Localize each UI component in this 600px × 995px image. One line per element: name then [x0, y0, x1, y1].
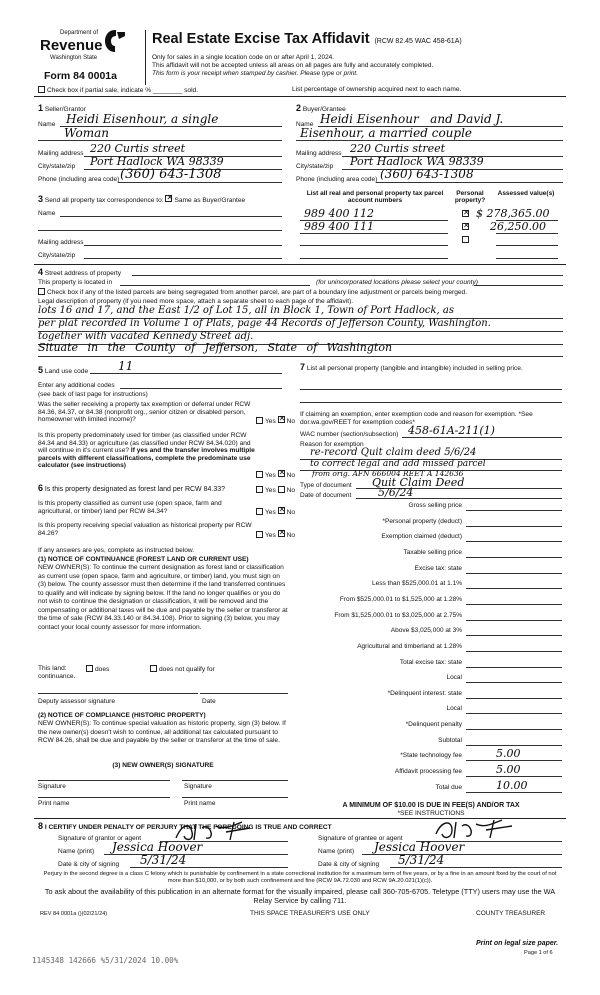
fee-label: *Delinquent interest: state [387, 689, 462, 697]
forest-question: 6 Is this property designated as forest land per RCW 84.33? [38, 483, 226, 493]
does-not-checkbox[interactable]: does not qualify for [150, 665, 215, 673]
fee-value[interactable]: 5.00 [496, 747, 521, 761]
timber-question: Is this property predominately used for timber (as classified under RCW 84.34 and 84.33) or agriculture (as classified under RCW 84.34.020) and will continue in it's current use? If yes and the transfer involves multiple parcels with different classifications, complete the predominate use calculator (see instructions) [38, 432, 255, 470]
header-note3: This form is your receipt when stamped by cashier. Please type or print. [152, 70, 359, 77]
seller-name-line1[interactable]: Heidi Eisenhour, a single [66, 112, 219, 126]
fee-label: Gross selling price [408, 502, 462, 509]
fee-label: *State technology fee [400, 752, 462, 760]
segregated-checkbox[interactable]: Check box if any of the listed parcels are being segregated from another parcel, are part of a boundary line adjustment or parcels being merged. [38, 288, 467, 296]
ownership-note: List percentage of ownership acquired next to each name. [292, 86, 462, 93]
fee-value[interactable]: 5.00 [496, 763, 521, 777]
fee-label: Total due [435, 783, 462, 791]
current-use-question: Is this property classified as current use (open space, farm and agricultural, or timber) land per RCW 84.34? [38, 500, 222, 515]
fee-label: Above $3,025,000 at 3% [390, 627, 462, 635]
dept-line2: Revenue [40, 37, 103, 54]
parcel-number[interactable]: 989 400 112 [304, 207, 374, 220]
wac-number[interactable]: 458-61A-211(1) [408, 424, 495, 437]
section3-label: 3 Send all property tax correspondence to: ✕ Same as Buyer/Grantee [38, 194, 245, 204]
fee-label: *Personal property (deduct) [382, 517, 462, 525]
page-number: Page 1 of 6 [524, 950, 553, 956]
header-note2: This affidavit will not be accepted unless all areas on all pages are fully and accurately completed. [152, 62, 434, 69]
continuance-word: continuance. [38, 673, 76, 680]
header-note1: Only for sales in a single location code on or after April 1, 2024. [152, 54, 335, 61]
seller-heading: 1 Seller/Grantor [38, 103, 86, 113]
legal-desc-line1[interactable]: lots 16 and 17, and the East 1/2 of Lot 15, all in Block 1, Town of Port Hadlock, as [38, 305, 454, 316]
land-use-code[interactable]: 11 [118, 359, 134, 373]
fee-label: From $525,000.01 to $1,525,000 at 1.28% [339, 595, 462, 603]
form-title: Real Estate Excise Tax Affidavit (RCW 82.45 WAC 458-61A) [152, 31, 462, 47]
historic-question: Is this property receiving special valuation as historical property per RCW 84.26? [38, 522, 252, 537]
grantor-signing-date[interactable]: 5/31/24 [140, 853, 187, 867]
minimum-notice: A MINIMUM OF $10.00 IS DUE IN FEE(S) AND/OR TAX [342, 802, 520, 809]
county-treasurer: COUNTY TREASURER [476, 910, 546, 917]
grantor-print-name[interactable]: Jessica Hoover [112, 840, 203, 854]
deputy-signature-label: Deputy assessor signature [38, 698, 115, 705]
continuance-title: (1) NOTICE OF CONTINUANCE (FOREST LAND OR CURRENT USE) [38, 556, 249, 563]
personal-property-checkbox[interactable] [462, 236, 469, 243]
current-use-yes-no[interactable]: Yes ✕ No [256, 507, 295, 516]
parcel-number[interactable]: 989 400 111 [304, 220, 374, 233]
timber-yes-no[interactable]: Yes ✕ No [256, 470, 295, 479]
legal-desc-label: Legal description of property (if you need more space, attach a separate sheet to each page of the affidavit). [38, 298, 354, 305]
assessed-value[interactable]: 26,250.00 [490, 220, 546, 233]
buyer-name-line1[interactable]: Heidi Eisenhour and David J. [320, 112, 504, 126]
if-yes-note: If any answers are yes, complete as instructed below. [38, 547, 195, 554]
buyer-address[interactable]: 220 Curtis street [350, 142, 446, 155]
personal-property-checkbox[interactable] [462, 210, 469, 217]
assessed-value[interactable]: $ 278,365.00 [476, 207, 550, 220]
buyer-name-line2[interactable]: Eisenhour, a married couple [300, 126, 473, 140]
legal-desc-line4[interactable]: Situate in the County of Jefferson, State of Washington [38, 341, 393, 354]
document-date[interactable]: 5/6/24 [378, 486, 414, 499]
fee-label: Less than $525,000.01 at 1.1% [372, 580, 462, 588]
legal-desc-line2[interactable]: per plat recorded in Volume 1 of Plats, page 44 Records of Jefferson County, Washington. [38, 318, 491, 329]
fee-label: Local [446, 705, 462, 713]
buyer-city[interactable]: Port Hadlock WA 98339 [350, 155, 484, 168]
deputy-date-label: Date [202, 698, 216, 705]
same-as-buyer-checkbox[interactable] [165, 195, 172, 202]
treasurer-use: THIS SPACE TREASURER'S USE ONLY [250, 910, 370, 917]
parcels-header: List all real and personal property tax parcel account numbers [306, 190, 444, 204]
fee-label: Exemption claimed (deduct) [381, 533, 462, 541]
fee-label: Taxable selling price [403, 548, 462, 556]
fee-label: Subtotal [438, 736, 462, 744]
seller-phone[interactable]: (360) 643-1308 [120, 167, 222, 182]
buyer-phone[interactable]: (360) 643-1308 [380, 167, 474, 181]
exemption-reason-line1[interactable]: re-record Quit claim deed 5/6/24 [310, 447, 477, 458]
unincorporated-note: (for unincorporated locations please select your county) [316, 279, 479, 286]
fee-label: Excise tax: state [414, 564, 462, 572]
perjury-notice: Perjury in the second degree is a class C felony which is punishable by confinement in a state correctional institution for a maximum term of five years, or by a fine in an amount fixed by the court of not more than $10,000, or by both such confinement and fine (RCW 9A.72.030 and RCW 9A.20.021(1)(c)). [43, 871, 557, 884]
fee-label: From $1,525,000.01 to $3,025,000 at 2.75% [334, 611, 462, 619]
cashier-stamp: 1145348 142666 %5/31/2024 10.00% [32, 956, 179, 965]
land-use-label: 5 Land use code [38, 365, 89, 375]
value-header: Assessed value(s) [497, 190, 555, 197]
does-checkbox[interactable]: does [86, 665, 109, 673]
fee-label: Affidavit processing fee [394, 768, 462, 776]
street-address-label: 4 Street address of property [38, 267, 122, 277]
document-type[interactable]: Quit Claim Deed [372, 476, 465, 489]
dor-logo-icon [104, 28, 126, 54]
alt-format-notice: To ask about the availability of this publication in an alternate format for the visually impaired, please call 360-705-6705. Teletype (TTY) users may use the WA Relay Service by calling 711. [44, 887, 556, 905]
exemption-reason-line3[interactable]: from orig. AFN 666004 REET A 142636 [312, 469, 464, 478]
continuance-text: NEW OWNER(S): To continue the current designation as forest land or classification as current use (open space, farm and agriculture, or timber) land, you must sign on (3) below. The county assessor must then determine if the land transferred continues to qualify and will indicate by signing below. If the land no longer qualifies or you do not wish to continue the designation or classification, it will be removed and the compensating or additional taxes will be due and payable by the seller or transferor at the time of sale (RCW 84.33.140 or 84.34.108). Prior to signing (3) below, you may contact your local county assessor for more information. [38, 564, 288, 631]
form-citation: (RCW 82.45 WAC 458-61A) [374, 38, 462, 45]
compliance-text: NEW OWNER(S): To continue special valuation as historic property, sign (3) below. If the new owner(s) doesn't wish to continue, all additional tax calculated pursuant to RCW 84.26, shall be due and payable by the seller or transferor at the time of sale. [38, 720, 286, 744]
fee-label: Local [446, 674, 462, 682]
compliance-title: (2) NOTICE OF COMPLIANCE (HISTORIC PROPERTY) [38, 712, 206, 719]
revision-number: REV 84 0001a ()(02/21/24) [40, 911, 108, 917]
fee-value[interactable]: 10.00 [496, 778, 528, 792]
see-instructions: *SEE INSTRUCTIONS [397, 810, 465, 817]
personal-property-label: 7 List all personal property (tangible and intangible) included in selling price. [300, 362, 523, 372]
exemption-question: Was the seller receiving a property tax exemption or deferral under RCW 84.36, 84.37, or 84.38 (nonprofit org., senior citizen or disabled person, homeowner with limited income)? [38, 401, 251, 424]
dept-line1: Department of [60, 30, 99, 36]
exemption-yes-no[interactable]: Yes ✕ No [256, 416, 295, 425]
dept-line3: Washington State [50, 55, 98, 61]
owner-signature-heading: (3) NEW OWNER(S) SIGNATURE [112, 762, 214, 769]
historic-yes-no[interactable]: Yes ✕ No [256, 530, 295, 539]
fee-label: Agricultural and timberland at 1.28% [357, 642, 462, 650]
exemption-reason-line2[interactable]: to correct legal and add missed parcel [310, 459, 486, 469]
form-number: Form 84 0001a [44, 70, 117, 82]
legal-desc-line3[interactable]: together with vacated Kennedy Street adj. [38, 331, 254, 342]
forest-yes-no[interactable]: Yes No [256, 486, 295, 494]
exemption-note: If claiming an exemption, enter exemption code and reason for exemption. *See dor.wa.gov/REET for exemption codes* [300, 411, 533, 426]
this-land: This land: [38, 665, 67, 672]
dor-logo [40, 30, 136, 84]
certify-statement: 8 I CERTIFY UNDER PENALTY OF PERJURY THAT THE FOREGOING IS TRUE AND CORRECT [38, 821, 332, 831]
partial-sale-checkbox[interactable]: Check box if partial sale, indicate % ________ sold. [38, 86, 198, 94]
grantee-print-name[interactable]: Jessica Hoover [374, 840, 465, 854]
buyer-heading: 2 Buyer/Grantee [296, 103, 346, 113]
personal-header: Personal property? [454, 190, 486, 204]
fee-label: Total excise tax: state [399, 658, 462, 666]
grantee-signature[interactable] [432, 816, 522, 842]
legal-paper-note: Print on legal size paper. [476, 940, 559, 947]
seller-name-line2[interactable]: Woman [64, 126, 110, 140]
seller-address[interactable]: 220 Curtis street [90, 142, 186, 155]
grantee-signing-date[interactable]: 5/31/24 [398, 853, 445, 867]
personal-property-checkbox[interactable] [462, 223, 469, 230]
fee-label: *Delinquent penalty [405, 721, 462, 729]
seller-city[interactable]: Port Hadlock WA 98339 [90, 155, 224, 168]
